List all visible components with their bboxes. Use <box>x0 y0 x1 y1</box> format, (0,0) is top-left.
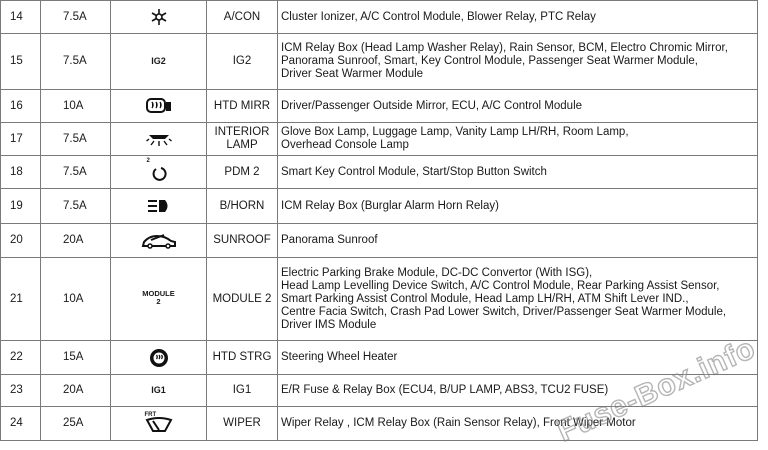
circuit-line: Panorama Sunroof, Smart, Key Control Module, Passenger Seat Warmer Module, <box>281 55 698 67</box>
circuit-line: Driver Seat Warmer Module <box>281 68 424 80</box>
sunroof-icon <box>141 232 177 250</box>
fuse-name <box>207 156 278 189</box>
horn-lamp-icon <box>146 196 172 216</box>
fuse-number: 15 <box>1 34 41 90</box>
fuse-name-line: LAMP <box>226 139 258 151</box>
pdm-2-icon <box>146 158 171 183</box>
circuit-line: Panorama Sunroof <box>281 234 378 246</box>
fuse-row <box>1 123 758 156</box>
fuse-number: 20 <box>1 224 41 258</box>
fuse-name <box>207 341 278 375</box>
fuse-row <box>1 90 758 123</box>
fuse-name <box>207 189 278 224</box>
fuse-name <box>207 224 278 258</box>
fuse-name-line: B/HORN <box>219 199 265 212</box>
circuit-line: Centre Facia Switch, Crash Pad Lower Switch, Driver/Passenger Seat Warmer Module, <box>281 305 727 318</box>
fuse-symbol <box>111 90 207 123</box>
fuse-name <box>207 90 278 123</box>
fuse-name-line: SUNROOF <box>213 234 271 246</box>
fuse-row <box>1 156 758 189</box>
fuse-number: 16 <box>1 90 41 123</box>
symbol-label: MODULE 2 <box>142 289 175 306</box>
fuse-name-line: HTD MIRR <box>213 99 271 112</box>
circuit-line: Smart Parking Assist Control Module, Head Lamp LH/RH, ATM Shift Lever IND., <box>281 292 689 305</box>
circuit-line: ICM Relay Box (Burglar Alarm Horn Relay) <box>281 199 499 212</box>
circuit-line: Driver/Passenger Outside Mirror, ECU, A/C Control Module <box>281 99 583 112</box>
wiper-icon <box>144 411 174 433</box>
fuse-rating: 7.5A <box>41 34 111 90</box>
fuse-symbol <box>111 189 207 224</box>
circuit-line: Cluster Ionizer, A/C Control Module, Blower Relay, PTC Relay <box>281 10 596 23</box>
fuse-symbol <box>111 407 207 441</box>
fuse-name <box>207 258 278 341</box>
fuse-name <box>207 34 278 90</box>
fuse-name <box>207 1 278 34</box>
fuse-row <box>1 189 758 224</box>
fuse-table-body <box>1 1 758 441</box>
mirror-heater-icon <box>145 96 173 116</box>
snowflake-icon <box>149 7 169 27</box>
fuse-circuits <box>278 224 758 258</box>
fuse-rating: 20A <box>41 375 111 407</box>
fuse-rating: 7.5A <box>41 189 111 224</box>
fuse-name-line: HTD STRG <box>212 351 272 363</box>
fuse-name <box>207 375 278 407</box>
circuit-line: Smart Key Control Module, Start/Stop Button Switch <box>281 165 547 178</box>
fuse-rating: 10A <box>41 258 111 341</box>
heated-steering-wheel-icon <box>148 347 170 369</box>
fuse-name-line: IG2 <box>232 55 252 67</box>
fuse-symbol <box>111 341 207 375</box>
circuit-line: Head Lamp Levelling Device Switch, A/C Control Module, Rear Parking Assist Sensor, <box>281 279 720 292</box>
watermark: Fuse-Box.info <box>552 331 761 449</box>
circuit-line: Electric Parking Brake Module, DC-DC Convertor (With ISG), <box>281 266 593 279</box>
fuse-circuits <box>278 90 758 123</box>
circuit-line: ICM Relay Box (Head Lamp Washer Relay), Rain Sensor, BCM, Electro Chromic Mirror, <box>281 42 728 54</box>
fuse-symbol <box>111 156 207 189</box>
fuse-circuits <box>278 341 758 375</box>
fuse-number: 17 <box>1 123 41 156</box>
fuse-number: 23 <box>1 375 41 407</box>
fuse-symbol <box>111 375 207 407</box>
fuse-circuits <box>278 189 758 224</box>
circuit-line: Overhead Console Lamp <box>281 139 409 151</box>
fuse-number: 21 <box>1 258 41 341</box>
fuse-name-line: WIPER <box>223 417 261 429</box>
fuse-symbol <box>111 224 207 258</box>
fuse-symbol <box>111 258 207 341</box>
fuse-row <box>1 258 758 341</box>
circuit-line: Glove Box Lamp, Luggage Lamp, Vanity Lamp LH/RH, Room Lamp, <box>281 126 629 138</box>
fuse-name-line: INTERIOR <box>214 126 270 138</box>
symbol-tag: FRT <box>144 411 157 418</box>
fuse-circuits <box>278 1 758 34</box>
interior-lamp-icon <box>146 130 172 148</box>
fuse-rating: 10A <box>41 90 111 123</box>
fuse-number: 22 <box>1 341 41 375</box>
circuit-line: E/R Fuse & Relay Box (ECU4, B/UP LAMP, ABS3, TCU2 FUSE) <box>281 384 609 396</box>
fuse-number: 19 <box>1 189 41 224</box>
fuse-name-line: MODULE 2 <box>212 292 272 305</box>
fuse-number: 24 <box>1 407 41 441</box>
fuse-number: 14 <box>1 1 41 34</box>
fuse-circuits <box>278 375 758 407</box>
fuse-rating: 20A <box>41 224 111 258</box>
fuse-name-line: A/CON <box>223 10 261 23</box>
fuse-row <box>1 407 758 441</box>
circuit-line: Wiper Relay , ICM Relay Box (Rain Sensor Relay), Front Wiper Motor <box>281 417 636 429</box>
fuse-row <box>1 375 758 407</box>
fuse-rating: 25A <box>41 407 111 441</box>
symbol-label: IG1 <box>151 385 166 395</box>
fuse-number: 18 <box>1 156 41 189</box>
fuse-row <box>1 34 758 90</box>
fuse-circuits <box>278 407 758 441</box>
fuse-name-line: IG1 <box>232 384 252 396</box>
fuse-circuits <box>278 34 758 90</box>
fuse-rating: 7.5A <box>41 1 111 34</box>
fuse-symbol <box>111 123 207 156</box>
fuse-name <box>207 407 278 441</box>
fuse-circuits <box>278 123 758 156</box>
fuse-rating: 7.5A <box>41 156 111 189</box>
fuse-rating: 7.5A <box>41 123 111 156</box>
fuse-name-line: PDM 2 <box>224 165 260 178</box>
fuse-row <box>1 341 758 375</box>
circuit-line: Steering Wheel Heater <box>281 351 398 363</box>
symbol-tag: 2 <box>146 158 150 164</box>
fuse-row <box>1 1 758 34</box>
fuse-symbol <box>111 34 207 90</box>
fuse-rating: 15A <box>41 341 111 375</box>
circuit-line: Driver IMS Module <box>281 318 377 331</box>
fuse-symbol <box>111 1 207 34</box>
fuse-name <box>207 123 278 156</box>
fuse-row <box>1 224 758 258</box>
fuse-circuits <box>278 156 758 189</box>
symbol-label: IG2 <box>151 56 166 66</box>
fuse-circuits <box>278 258 758 341</box>
